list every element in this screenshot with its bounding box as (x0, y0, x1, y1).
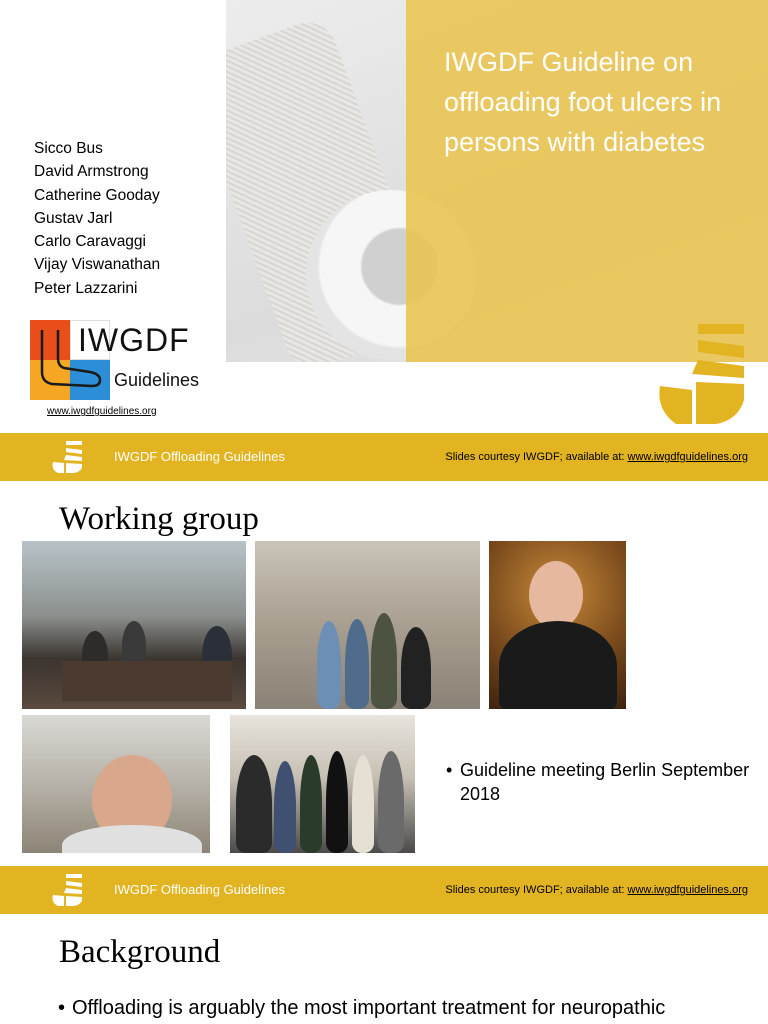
courtesy-text: Slides courtesy IWGDF; available at: (445, 451, 628, 463)
author-name: Gustav Jarl (34, 209, 113, 227)
author-name: Carlo Caravaggi (34, 233, 146, 251)
author-name: Peter Lazzarini (34, 279, 138, 297)
courtesy-link[interactable]: www.iwgdfguidelines.org (627, 451, 748, 463)
bullet-text: Guideline meeting Berlin September 2018 (460, 760, 750, 804)
logo-subtitle: Guidelines (114, 370, 200, 390)
meeting-room-photo (22, 541, 246, 709)
bullet-dot: • (58, 997, 66, 1019)
author-name: Vijay Viswanathan (34, 256, 161, 274)
author-list (34, 137, 224, 300)
footer-label: IWGDF Offloading Guidelines (114, 882, 285, 897)
group-standing-photo (255, 541, 480, 709)
slide-heading: Background (59, 934, 221, 970)
footer-courtesy (445, 884, 748, 896)
bandaged-foot-icon (652, 320, 748, 430)
iwgdf-logo (30, 320, 220, 402)
author-name: David Armstrong (34, 163, 149, 181)
website-link[interactable]: www.iwgdfguidelines.org (47, 406, 157, 417)
courtesy-text: Slides courtesy IWGDF; available at: (445, 884, 628, 896)
selfie-photo-1 (22, 715, 210, 853)
bullet-text: Offloading is arguably the most important treatment for neuropathic (72, 997, 666, 1019)
logo-brand: IWGDF (78, 322, 190, 358)
bandaged-foot-icon (50, 872, 84, 908)
portrait-photo (489, 541, 626, 709)
author-name: Sicco Bus (34, 140, 103, 157)
slide-heading: Working group (59, 501, 259, 537)
courtesy-link[interactable]: www.iwgdfguidelines.org (627, 884, 748, 896)
bandaged-foot-icon (50, 439, 84, 475)
footer-label: IWGDF Offloading Guidelines (114, 449, 285, 464)
bullet-dot: • (446, 760, 453, 780)
footer-bar (0, 866, 768, 914)
footer-courtesy (445, 451, 748, 463)
selfie-photo-2 (230, 715, 415, 853)
author-name: Catherine Gooday (34, 186, 160, 204)
footer-bar (0, 433, 768, 481)
slide-title: IWGDF Guideline on offloading foot ulcers in persons with diabetes (444, 47, 722, 157)
